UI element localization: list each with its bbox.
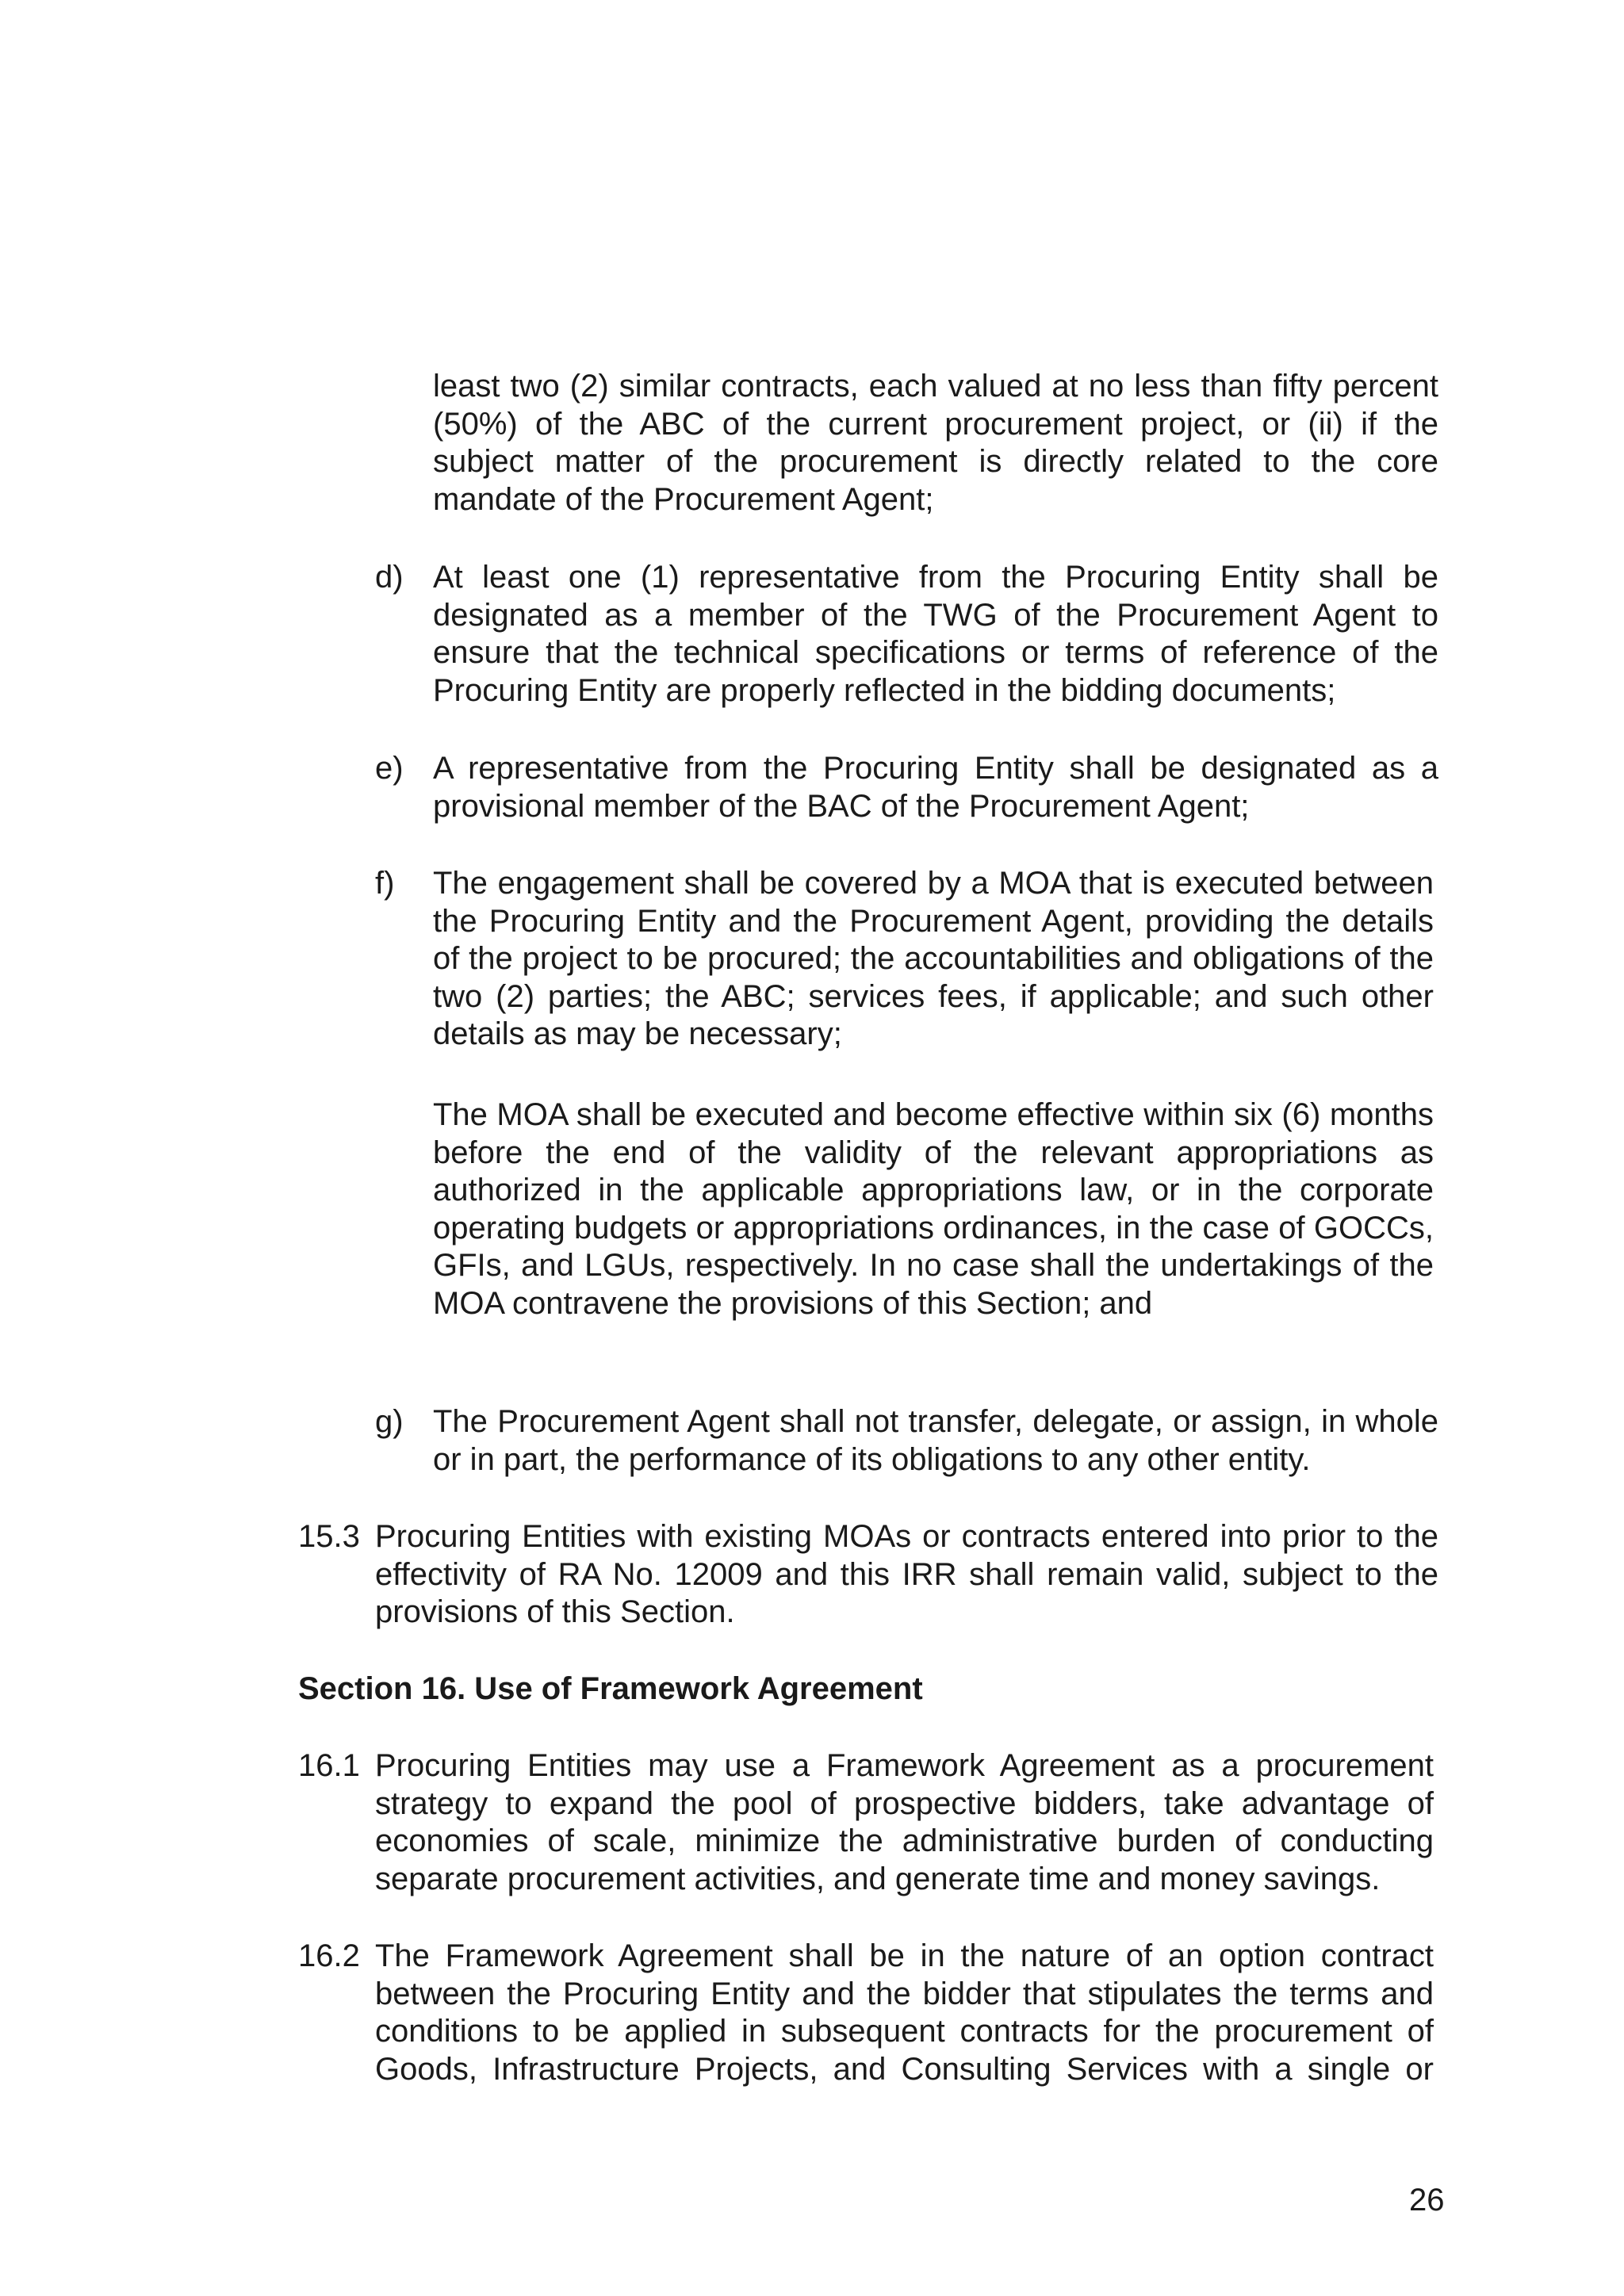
paragraph-16-1: Procuring Entities may use a Framework Agreement as a procurement strategy to expand the pool of prospective bidders, take advantage of economies of scale, minimize the administrative burden of conducting separate procurement activities, and generate time and money savings. [375, 1748, 1434, 1896]
paragraph-d: At least one (1) representative from the Procuring Entity shall be designated as a member of the TWG of the Procurement Agent to ensure that the technical specifications or terms of reference of the Procuring Entity are properly reflected in the bidding documents; [433, 560, 1438, 708]
item-marker-d: d) [375, 560, 404, 595]
section-number-16-1: 16.1 [298, 1748, 360, 1783]
section-16-heading: Section 16. Use of Framework Agreement [298, 1671, 923, 1706]
item-marker-e: e) [375, 751, 404, 786]
paragraph-g: The Procurement Agent shall not transfer, delegate, or assign, in whole or in part, the performance of its obligations to any other entity. [433, 1404, 1438, 1477]
paragraph-e: A representative from the Procuring Entity shall be designated as a provisional member of the BAC of the Procurement Agent; [433, 751, 1438, 824]
paragraph-f: The engagement shall be covered by a MOA that is executed between the Procuring Entity and the Procurement Agent, providing the details of the project to be procured; the accountabilities and obligations of the two (2) parties; the ABC; services fees, if applicable; and such other details as may be necessary; [433, 866, 1434, 1051]
paragraph-c-continuation: least two (2) similar contracts, each valued at no less than fifty percent (50%) of the ABC of the current procurement project, or (ii) if the subject matter of the procurement is directly related to the core mandate of the Procurement Agent; [433, 369, 1438, 517]
item-marker-f: f) [375, 866, 395, 901]
paragraph-16-2: The Framework Agreement shall be in the nature of an option contract between the Procuring Entity and the bidder that stipulates the terms and conditions to be applied in subsequent contracts for the procurement of Goods, Infrastructure Projects, and Consulting Services with a single or [375, 1938, 1434, 2087]
section-number-16-2: 16.2 [298, 1938, 360, 1973]
paragraph-f-continuation: The MOA shall be executed and become effective within six (6) months before the end of the validity of the relevant appropriations as authorized in the applicable appropriations law, or in the corporate operating budgets or appropriations ordinances, in the case of GOCCs, GFIs, and LGUs, respectively. In no case shall the undertakings of the MOA contravene the provisions of this Section; and [433, 1097, 1434, 1321]
item-marker-g: g) [375, 1404, 404, 1439]
paragraph-15-3: Procuring Entities with existing MOAs or contracts entered into prior to the effectivity of RA No. 12009 and this IRR shall remain valid, subject to the provisions of this Section. [375, 1519, 1438, 1629]
section-number-15-3: 15.3 [298, 1519, 360, 1554]
page-number: 26 [1409, 2183, 1445, 2218]
